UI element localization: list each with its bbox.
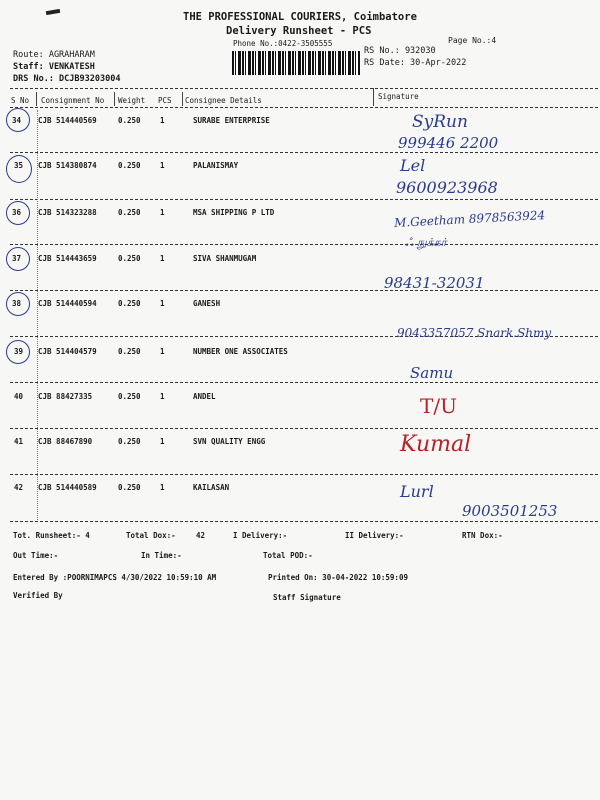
- handwritten-phone-37: 98431-32031: [384, 274, 485, 292]
- col-separator: [373, 88, 374, 106]
- company-logo-mark: [46, 9, 60, 15]
- divider: [10, 244, 598, 245]
- row-weight: 0.250: [118, 483, 141, 492]
- row-consignment: CJB 514443659: [38, 254, 97, 263]
- in-time: In Time:-: [141, 551, 182, 560]
- col-signature: Signature: [378, 92, 419, 101]
- row-consignment: CJB 514440594: [38, 299, 97, 308]
- row-consignment: CJB 514380874: [38, 161, 97, 170]
- signature-row-34: SyRun: [412, 112, 468, 132]
- company-name: THE PROFESSIONAL COURIERS, Coimbatore: [183, 11, 417, 23]
- out-time: Out Time:-: [13, 551, 59, 560]
- row-sno: 42: [14, 483, 24, 492]
- row-pcs: 1: [160, 299, 165, 308]
- row-pcs: 1: [160, 392, 165, 401]
- row-consignment: CJB 514323288: [38, 208, 97, 217]
- row-weight: 0.250: [118, 208, 141, 217]
- phone-number: Phone No.:0422-3505555: [233, 39, 333, 48]
- row-consignee: KAILASAN: [193, 483, 230, 492]
- row-consignee: SVN QUALITY ENGG: [193, 437, 266, 446]
- row-pcs: 1: [160, 437, 165, 446]
- rs-date: RS Date: 30-Apr-2022: [364, 58, 467, 68]
- row-consignee: SURABE ENTERPRISE: [193, 116, 270, 125]
- handwritten-phone-35: 9600923968: [396, 178, 498, 197]
- row-sno: 37: [12, 254, 22, 263]
- row-consignee: GANESH: [193, 299, 221, 308]
- col-sno: S No: [11, 96, 30, 105]
- rs-number: RS No.: 932030: [364, 46, 436, 56]
- row-consignment: CJB 514440589: [38, 483, 97, 492]
- col-separator: [182, 92, 183, 106]
- handwritten-phone-34: 999446 2200: [398, 134, 499, 152]
- signature-row-39: Samu: [410, 364, 454, 382]
- total-dox-value: 42: [196, 531, 206, 540]
- col-separator: [36, 92, 37, 106]
- row-pcs: 1: [160, 208, 165, 217]
- col-pcs: PCS: [158, 96, 172, 105]
- divider: [10, 88, 598, 89]
- row-sno: 34: [12, 116, 22, 125]
- ii-delivery: II Delivery:-: [345, 531, 404, 540]
- divider: [10, 107, 598, 108]
- row-weight: 0.250: [118, 347, 141, 356]
- col-separator: [114, 92, 115, 106]
- row-pcs: 1: [160, 116, 165, 125]
- row-pcs: 1: [160, 254, 165, 263]
- divider: [10, 474, 598, 475]
- handwritten-circle: [6, 292, 30, 316]
- col-separator: [37, 110, 38, 520]
- row-weight: 0.250: [118, 392, 141, 401]
- total-dox-label: Total Dox:-: [126, 531, 176, 540]
- row-pcs: 1: [160, 483, 165, 492]
- row-weight: 0.250: [118, 254, 141, 263]
- row-sno: 40: [14, 392, 24, 401]
- row-consignment: CJB 514440569: [38, 116, 97, 125]
- divider: [10, 199, 598, 200]
- staff: Staff: VENKATESH: [13, 62, 95, 72]
- row-weight: 0.250: [118, 161, 141, 170]
- divider: [10, 382, 598, 383]
- signature-row-36-extra: ஃ நுக்கர்: [405, 236, 447, 249]
- row-sno: 36: [12, 208, 22, 217]
- col-consignment: Consignment No: [41, 96, 105, 105]
- signature-row-41: Kumal: [400, 432, 472, 457]
- handwritten-phone-39: 9043357057 Snark.Shmy: [397, 326, 552, 340]
- row-consignment: CJB 88427335: [38, 392, 93, 401]
- route: Route: AGRAHARAM: [13, 50, 95, 60]
- row-pcs: 1: [160, 347, 165, 356]
- divider: [10, 290, 598, 291]
- row-consignee: PALANISMAY: [193, 161, 239, 170]
- signature-row-36: M.Geetham 8978563924: [393, 208, 546, 230]
- row-sno: 38: [12, 299, 22, 308]
- handwritten-circle: [6, 155, 32, 183]
- row-weight: 0.250: [118, 116, 141, 125]
- row-consignment: CJB 514404579: [38, 347, 97, 356]
- tot-runsheet: Tot. Runsheet:- 4: [13, 531, 90, 540]
- entered-by: Entered By :POORNIMAPCS 4/30/2022 10:59:10 AM: [13, 573, 217, 582]
- row-weight: 0.250: [118, 299, 141, 308]
- row-consignment: CJB 88467890: [38, 437, 93, 446]
- signature-row-35: Lel: [400, 156, 426, 175]
- page-number: Page No.:4: [448, 36, 497, 45]
- divider: [10, 152, 598, 153]
- verified-by: Verified By: [13, 591, 63, 600]
- row-consignee: ANDEL: [193, 392, 216, 401]
- handwritten-circle: [6, 247, 30, 271]
- barcode: [232, 51, 360, 75]
- row-sno: 41: [14, 437, 24, 446]
- signature-row-40: T/U: [420, 394, 457, 418]
- row-consignee: MSA SHIPPING P LTD: [193, 208, 275, 217]
- handwritten-circle: [6, 108, 30, 132]
- row-sno: 35: [14, 161, 24, 170]
- rtn-dox: RTN Dox:-: [462, 531, 503, 540]
- row-consignee: SIVA SHANMUGAM: [193, 254, 257, 263]
- col-weight: Weight: [118, 96, 146, 105]
- col-consignee: Consignee Details: [185, 96, 262, 105]
- handwritten-circle: [6, 340, 30, 364]
- row-pcs: 1: [160, 161, 165, 170]
- row-weight: 0.250: [118, 437, 141, 446]
- row-consignee: NUMBER ONE ASSOCIATES: [193, 347, 288, 356]
- row-sno: 39: [14, 347, 24, 356]
- staff-signature: Staff Signature: [273, 593, 341, 602]
- printed-on: Printed On: 30-04-2022 10:59:09: [268, 573, 408, 582]
- handwritten-circle: [6, 201, 30, 225]
- i-delivery: I Delivery:-: [233, 531, 288, 540]
- total-pod: Total POD:-: [263, 551, 313, 560]
- divider: [10, 521, 598, 522]
- divider: [10, 428, 598, 429]
- drs-number: DRS No.: DCJB93203004: [13, 74, 121, 84]
- handwritten-phone-42: 9003501253: [462, 502, 558, 520]
- runsheet-title: Delivery Runsheet - PCS: [226, 25, 372, 37]
- signature-row-42: Lurl: [400, 482, 434, 501]
